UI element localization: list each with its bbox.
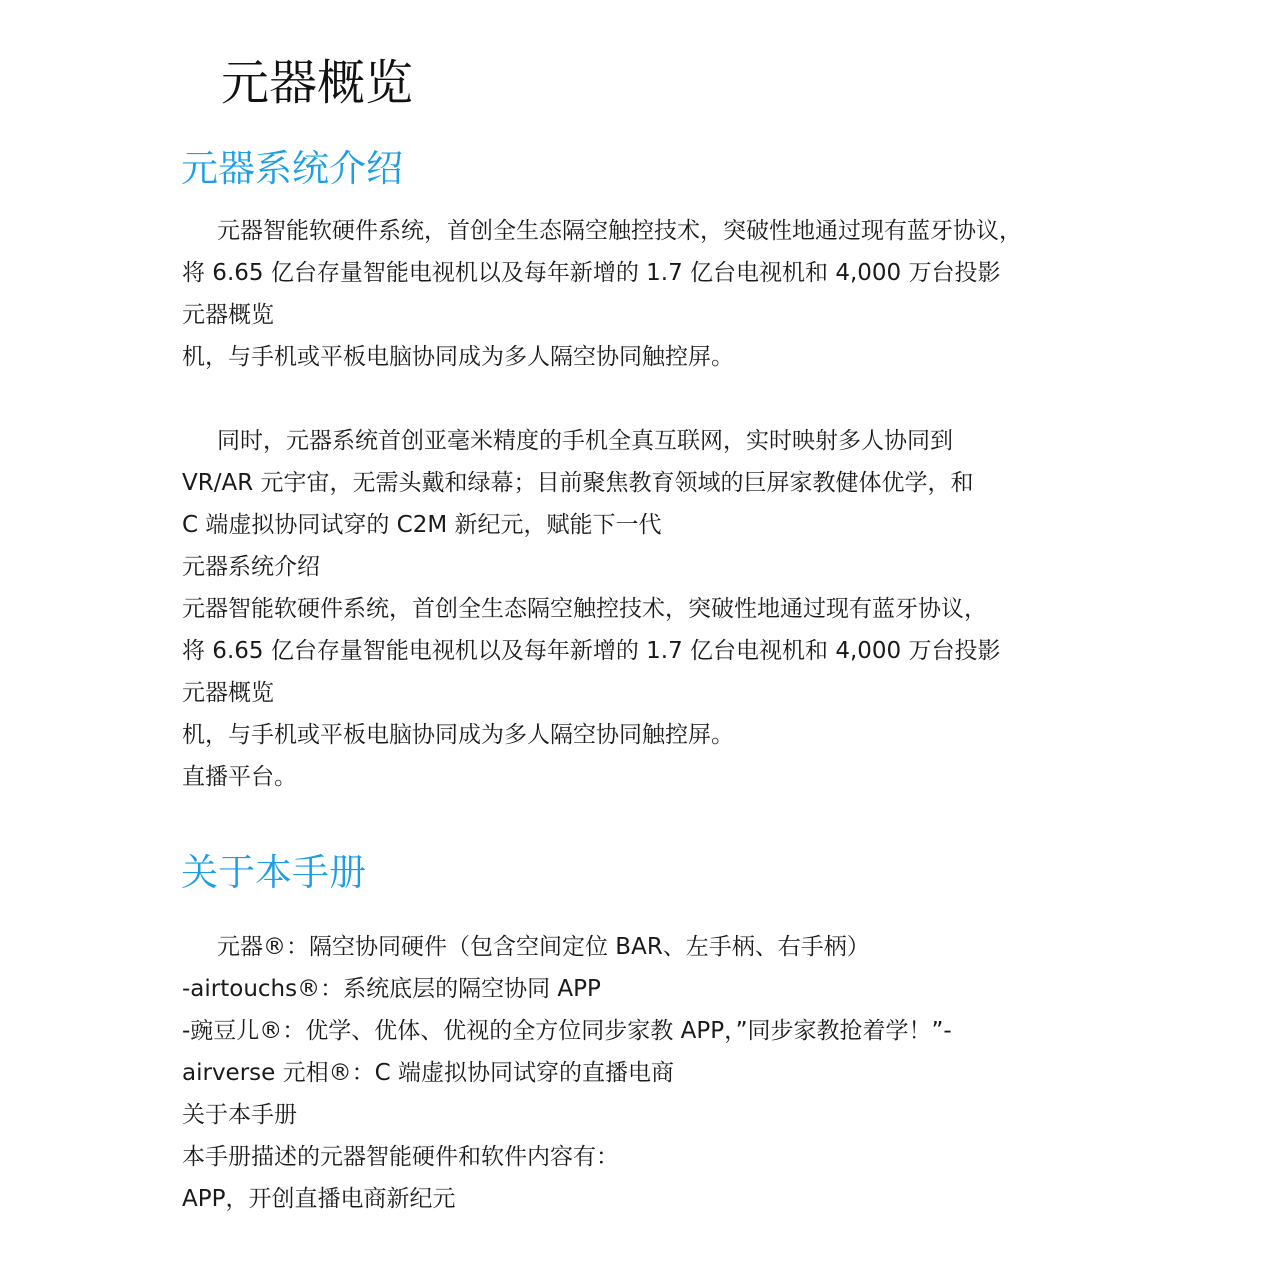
paragraph-line: 元器智能软硬件系统，首创全生态隔空触控技术，突破性地通过现有蓝牙协议， (182, 596, 987, 622)
paragraph-line: 机，与手机或平板电脑协同成为多人隔空协同触控屏。 (182, 722, 734, 748)
paragraph-line: 元器智能软硬件系统，首创全生态隔空触控技术，突破性地通过现有蓝牙协议， (217, 218, 1022, 244)
section-heading-system-intro: 元器系统介绍 (181, 147, 403, 190)
paragraph-line: VR/AR 元宇宙，无需头戴和绿幕；目前聚焦教育领域的巨屏家教健体优学，和 (182, 470, 974, 496)
paragraph-line: -airtouchs®：系统底层的隔空协同 APP (182, 976, 601, 1002)
paragraph-line: 元器概览 (182, 680, 274, 706)
paragraph-line: 关于本手册 (182, 1102, 297, 1128)
paragraph-line: 将 6.65 亿台存量智能电视机以及每年新增的 1.7 亿台电视机和 4,000 万台投影 (182, 638, 1001, 664)
paragraph-line: 元器系统介绍 (182, 554, 320, 580)
paragraph-line: 元器概览 (182, 302, 274, 328)
paragraph-line: airverse 元相®：C 端虚拟协同试穿的直播电商 (182, 1060, 674, 1086)
paragraph-line: APP，开创直播电商新纪元 (182, 1186, 456, 1212)
page-title: 元器概览 (221, 55, 414, 111)
paragraph-line: 同时，元器系统首创亚毫米精度的手机全真互联网，实时映射多人协同到 (217, 428, 953, 454)
paragraph-line: 将 6.65 亿台存量智能电视机以及每年新增的 1.7 亿台电视机和 4,000 万台投影 (182, 260, 1001, 286)
about-manual-body (182, 926, 952, 1220)
paragraph-line: 直播平台。 (182, 764, 297, 790)
paragraph-line: 元器®：隔空协同硬件（包含空间定位 BAR、左手柄、右手柄） (217, 934, 870, 960)
paragraph-line: -豌豆儿®：优学、优体、优视的全方位同步家教 APP，”同步家教抢着学！”- (182, 1018, 952, 1044)
system-intro-body (182, 210, 1022, 798)
blank-line (182, 378, 1022, 420)
section-heading-about-manual: 关于本手册 (181, 851, 366, 894)
paragraph-line: C 端虚拟协同试穿的 C2M 新纪元，赋能下一代 (182, 512, 662, 538)
paragraph-line: 本手册描述的元器智能硬件和软件内容有： (182, 1144, 619, 1170)
paragraph-line: 机，与手机或平板电脑协同成为多人隔空协同触控屏。 (182, 344, 734, 370)
